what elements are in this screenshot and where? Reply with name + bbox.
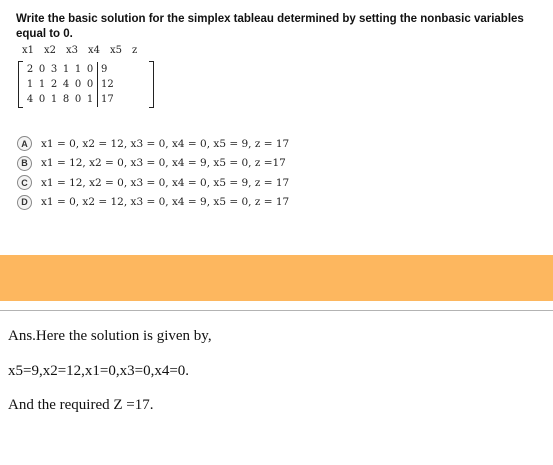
orange-banner bbox=[0, 255, 553, 301]
tableau-cell: 1 bbox=[26, 79, 34, 90]
tableau-cell: 0 bbox=[74, 94, 82, 105]
tableau-cell: 1 bbox=[74, 64, 82, 75]
tableau-matrix bbox=[18, 61, 154, 108]
simplex-tableau bbox=[18, 45, 154, 108]
tableau-cell: 4 bbox=[62, 79, 70, 90]
option-a[interactable] bbox=[17, 134, 289, 154]
header-x2: x2 bbox=[44, 45, 57, 56]
question-text: Write the basic solution for the simplex tableau determined by setting the nonbasic variables equal to 0. bbox=[16, 13, 524, 40]
tableau-row bbox=[24, 62, 148, 77]
option-d[interactable] bbox=[17, 193, 289, 213]
tableau-cell: 0 bbox=[38, 64, 46, 75]
header-x5: x5 bbox=[110, 45, 123, 56]
option-letter-badge: C bbox=[17, 175, 32, 190]
header-x1: x1 bbox=[22, 45, 35, 56]
tableau-cell: 0 bbox=[38, 94, 46, 105]
option-text: x1 = 12, x2 = 0, x3 = 0, x4 = 0, x5 = 9, z = 17 bbox=[41, 176, 290, 189]
option-text: x1 = 12, x2 = 0, x3 = 0, x4 = 9, x5 = 0, z =17 bbox=[41, 157, 286, 170]
tableau-cell: 2 bbox=[50, 79, 58, 90]
tableau-cell: 0 bbox=[74, 79, 82, 90]
tableau-cell: 1 bbox=[86, 94, 94, 105]
matrix-right-bracket bbox=[149, 61, 154, 108]
answer-line-2: x5=9,x2=12,x1=0,x3=0,x4=0. bbox=[8, 363, 190, 379]
section-divider bbox=[0, 310, 553, 311]
tableau-rhs: 9 bbox=[97, 62, 115, 77]
tableau-cell: 8 bbox=[62, 94, 70, 105]
answer-options bbox=[17, 134, 289, 212]
option-b[interactable] bbox=[17, 154, 289, 174]
tableau-cell: 1 bbox=[50, 94, 58, 105]
tableau-cell: 0 bbox=[86, 79, 94, 90]
tableau-variable-headers bbox=[18, 45, 154, 59]
tableau-row bbox=[24, 77, 148, 92]
header-z: z bbox=[132, 45, 138, 56]
option-text: x1 = 0, x2 = 12, x3 = 0, x4 = 0, x5 = 9, z = 17 bbox=[41, 137, 290, 150]
option-letter-badge: D bbox=[17, 195, 32, 210]
tableau-cell: 4 bbox=[26, 94, 34, 105]
option-letter-badge: A bbox=[17, 136, 32, 151]
header-x3: x3 bbox=[66, 45, 79, 56]
option-text: x1 = 0, x2 = 12, x3 = 0, x4 = 9, x5 = 0, z = 17 bbox=[41, 196, 290, 209]
tableau-cell: 1 bbox=[62, 64, 70, 75]
tableau-cell: 3 bbox=[50, 64, 58, 75]
tableau-rhs: 12 bbox=[97, 77, 115, 92]
answer-line-3: And the required Z =17. bbox=[8, 397, 154, 413]
tableau-rhs: 17 bbox=[97, 92, 115, 107]
tableau-cell: 2 bbox=[26, 64, 34, 75]
answer-line-1: Ans.Here the solution is given by, bbox=[8, 328, 212, 344]
tableau-row bbox=[24, 92, 148, 107]
tableau-cell: 0 bbox=[86, 64, 94, 75]
header-x4: x4 bbox=[88, 45, 101, 56]
tableau-cell: 1 bbox=[38, 79, 46, 90]
matrix-left-bracket bbox=[18, 61, 23, 108]
option-c[interactable] bbox=[17, 173, 289, 193]
option-letter-badge: B bbox=[17, 156, 32, 171]
